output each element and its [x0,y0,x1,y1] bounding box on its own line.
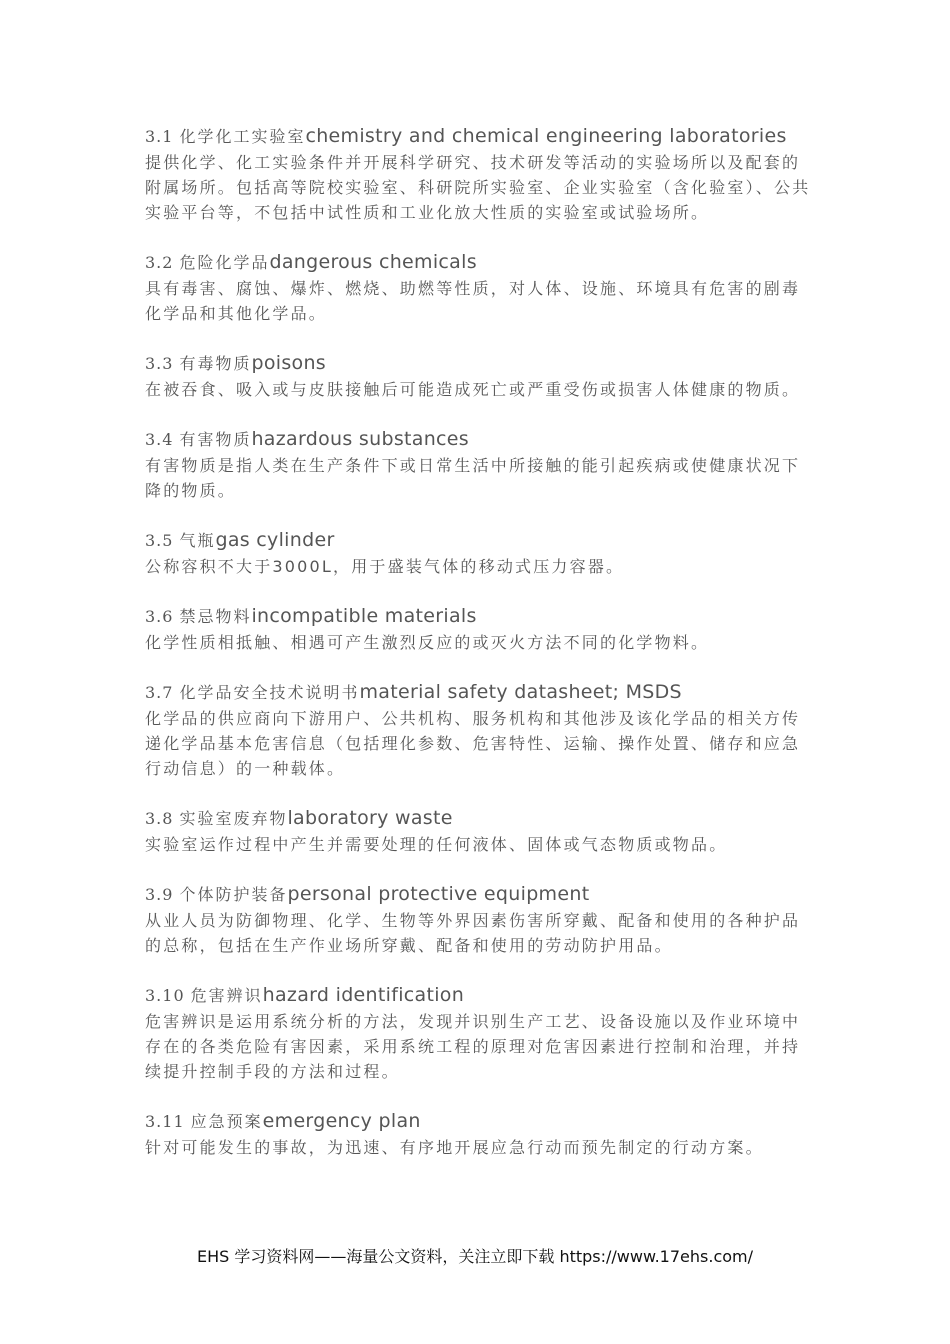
term-number: 3.1 [145,127,174,146]
term-en: emergency plan [262,1110,421,1132]
term-zh: 化学品安全技术说明书 [179,683,360,702]
term-zh: 危害辨识 [190,986,263,1005]
section-3-3 [145,351,817,402]
term-definition: 危害辨识是运用系统分析的方法，发现并识别生产工艺、设备设施以及作业环境中存在的各类危险有害因素，采用系统工程的原理对危害因素进行控制和治理，并持续提升控制手段的方法和过程。 [145,1012,801,1081]
term-definition: 公称容积不大于3000L，用于盛装气体的移动式压力容器。 [145,557,625,576]
section-3-8 [145,806,817,857]
term-heading [145,806,817,831]
term-number: 3.4 [145,430,174,449]
section-3-5 [145,528,817,579]
term-definition: 有害物质是指人类在生产条件下或日常生活中所接触的能引起疾病或使健康状况下降的物质。 [145,456,801,500]
term-heading [145,882,817,907]
term-en: personal protective equipment [287,883,590,905]
term-number: 3.10 [145,986,185,1005]
term-en: hazardous substances [251,428,469,450]
section-3-4 [145,427,817,503]
term-heading [145,528,817,553]
term-en: dangerous chemicals [269,251,477,273]
term-definition: 提供化学、化工实验条件并开展科学研究、技术研发等活动的实验场所以及配套的附属场所。包括高等院校实验室、科研院所实验室、企业实验室（含化验室）、公共实验平台等，不包括中试性质和工业化放大性质的实验室或试验场所。 [145,153,811,222]
term-definition: 化学品的供应商向下游用户、公共机构、服务机构和其他涉及该化学品的相关方传递化学品基本危害信息（包括理化参数、危害特性、运输、操作处置、储存和应急行动信息）的一种载体。 [145,709,801,778]
term-number: 3.5 [145,531,174,550]
term-en: incompatible materials [251,605,477,627]
term-zh: 有害物质 [179,430,252,449]
term-zh: 危险化学品 [179,253,270,272]
term-definition: 在被吞食、吸入或与皮肤接触后可能造成死亡或严重受伤或损害人体健康的物质。 [145,380,801,399]
term-definition: 从业人员为防御物理、化学、生物等外界因素伤害所穿戴、配备和使用的各种护品的总称，包括在生产作业场所穿戴、配备和使用的劳动防护用品。 [145,911,801,955]
term-zh: 有毒物质 [179,354,252,373]
section-3-2 [145,250,817,326]
term-heading [145,427,817,452]
term-en: poisons [251,352,326,374]
term-en: material safety datasheet; MSDS [359,681,682,703]
term-zh: 气瓶 [179,531,216,550]
term-number: 3.8 [145,809,174,828]
term-number: 3.2 [145,253,174,272]
term-heading [145,604,817,629]
term-en: hazard identification [262,984,465,1006]
term-heading [145,680,817,705]
term-definition: 实验室运作过程中产生并需要处理的任何液体、固体或气态物质或物品。 [145,835,728,854]
term-definition: 化学性质相抵触、相遇可产生激烈反应的或灭火方法不同的化学物料。 [145,633,710,652]
term-number: 3.6 [145,607,174,626]
term-definition: 针对可能发生的事故，为迅速、有序地开展应急行动而预先制定的行动方案。 [145,1138,764,1157]
term-zh: 个体防护装备 [179,885,288,904]
term-heading [145,1109,817,1134]
term-zh: 实验室废弃物 [179,809,288,828]
term-definition: 具有毒害、腐蚀、爆炸、燃烧、助燃等性质，对人体、设施、环境具有危害的剧毒化学品和其他化学品。 [145,279,801,323]
term-en: gas cylinder [215,529,335,551]
section-3-11 [145,1109,817,1160]
section-3-7 [145,680,817,781]
term-en: laboratory waste [287,807,453,829]
document-body [145,124,817,1185]
term-zh: 禁忌物料 [179,607,252,626]
term-number: 3.3 [145,354,174,373]
term-number: 3.9 [145,885,174,904]
term-heading [145,124,817,149]
term-zh: 应急预案 [190,1112,263,1131]
term-zh: 化学化工实验室 [179,127,306,146]
section-3-10 [145,983,817,1084]
term-number: 3.11 [145,1112,185,1131]
term-heading [145,983,817,1008]
footer-banner: EHS 学习资料网——海量公文资料，关注立即下载 https://www.17ehs.com/ [196,1247,754,1266]
term-number: 3.7 [145,683,174,702]
term-en: chemistry and chemical engineering laboratories [305,125,787,147]
section-3-1 [145,124,817,225]
section-3-6 [145,604,817,655]
section-3-9 [145,882,817,958]
term-heading [145,351,817,376]
term-heading [145,250,817,275]
